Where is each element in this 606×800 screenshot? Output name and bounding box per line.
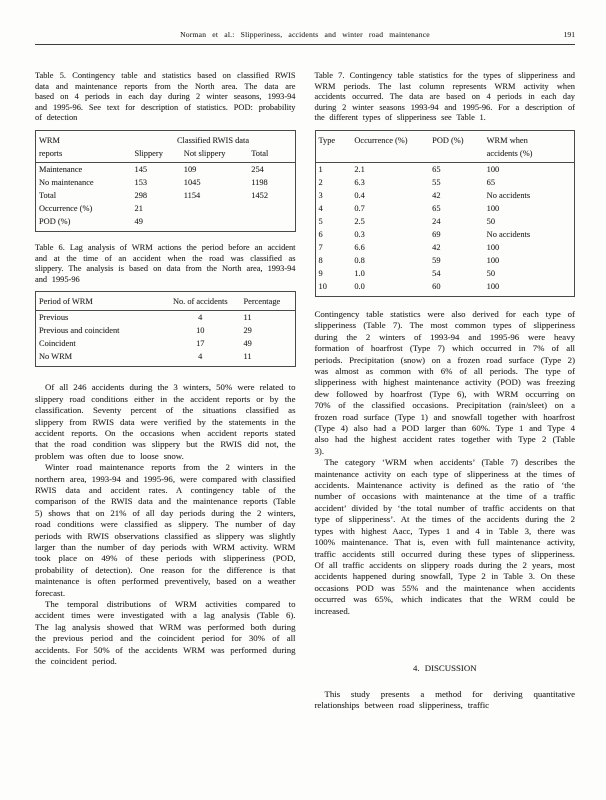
table-cell: Previous and coincident — [39, 326, 120, 336]
running-head — [35, 30, 575, 39]
table-cell: 54 — [432, 268, 441, 278]
body-paragraph: Contingency table statistics were also derived for each type of slipperiness (Table 7). The most common types of slipperiness during the 2 winters of 1993-94 and 1995-96 were heavy formation of hoarfrost (Type 7) which occurred in 7% of all periods. Precipitation (snow) on a frozen road surface (Type 2) was almost as common with 6% of all periods. The type of slipperiness with highest maintenance activity (POD) was freezing dew followed by hoarfrost (Type 6), with WRM occurring on 70% of the classified occasions. Precipitation (rain/sleet) on a frozen road surface (Type 1) and snowfall together with hoarfrost (Type 4) also had a POD larger than 60%. Type 1 and Type 4 also had the highest accident rates together with Type 2 (Table 3). — [314, 308, 575, 456]
table-cell: 0.4 — [354, 190, 365, 200]
table-cell: No. of accidents — [160, 292, 240, 311]
running-title: Norman et al.: Slipperiness, accidents and winter road maintenance — [180, 30, 430, 39]
table-cell: Percentage — [240, 292, 295, 311]
table-cell: 100 — [486, 203, 500, 213]
table-cell: WRM when — [486, 135, 528, 145]
table-cell: 11 — [243, 313, 252, 323]
table7-caption: Table 7. Contingency table statistics for the types of slipperiness and WRM periods. The last column represents WRM activity when accidents occurred. The data are based on 4 periods in each day during 2 winter seasons 1993-94 and 1995-96. For a description of the different types of slipperiness see Table 1. — [314, 71, 575, 123]
table-cell: accidents (%) — [484, 147, 575, 163]
table-cell: 7 — [318, 242, 323, 252]
table-cell: 60 — [432, 281, 441, 291]
body-paragraph: The category ‘WRM when accidents’ (Table 7) describes the maintenance activity on each type of slipperiness at the times of accidents. Maintenance activity is defined as the ratio of ‘the number of occasions with maintenance at the time of a traffic accident’ divided by ‘the total number of traffic accidents on that type of slipperiness’. At the times of the accidents during the 2 types with highest Aacc, Types 1 and 4 in Table 3, there was 100% maintenance. That is, even with full maintenance activity, traffic accidents still occurred during these types of slipperiness. Of all traffic accidents on slippery roads during the 2 years, most accidents happened during snowfall, Type 2 in Table 3. On these occasions POD was 55% and the maintenance when accidents occurred was 65%, which indicates that the WRM could be increased. — [314, 457, 575, 616]
table-cell: 3 — [318, 190, 323, 200]
table-cell: 0.3 — [354, 229, 365, 239]
table-cell: 298 — [134, 190, 148, 200]
table-cell: 4 — [198, 313, 203, 323]
body-paragraph: The temporal distributions of WRM activities compared to accident times were investigated with a lag analysis (Table 6). The lag analysis showed that WRM was performed both during the previous period and the coincident period for 30% of all accidents. For 50% of the accidents WRM was performed during the coincident period. — [35, 599, 296, 667]
table-cell: 1154 — [183, 190, 201, 200]
table-cell: 69 — [432, 229, 441, 239]
table-cell: Occurrence (%) — [354, 135, 408, 145]
table-cell: Classified RWIS data — [176, 135, 250, 145]
table-cell: 0.7 — [354, 203, 365, 213]
table-cell: 6.6 — [354, 242, 365, 252]
table-cell: 2.1 — [354, 164, 365, 174]
table-cell: Coincident — [39, 339, 76, 349]
table-row — [36, 162, 296, 176]
page-number: 191 — [563, 30, 575, 39]
table-cell: No maintenance — [39, 177, 94, 187]
table-cell — [248, 202, 295, 215]
table-7 — [315, 130, 576, 297]
table-cell: 0.0 — [354, 281, 365, 291]
table-cell: 42 — [432, 242, 441, 252]
table-cell: 55 — [432, 177, 441, 187]
table-cell: Previous — [39, 313, 69, 323]
table-row — [36, 324, 296, 337]
table-cell: 10 — [318, 281, 327, 291]
table-cell: 100 — [486, 255, 500, 265]
table-row — [315, 280, 575, 297]
table-cell: 145 — [134, 164, 148, 174]
table-cell: 1 — [318, 164, 323, 174]
table-cell: 42 — [432, 190, 441, 200]
table-header-row — [315, 130, 575, 147]
table-cell: 4 — [318, 203, 323, 213]
table-row — [315, 254, 575, 267]
table-row — [315, 202, 575, 215]
table-cell: 254 — [251, 164, 264, 174]
table-cell — [248, 215, 295, 232]
table-cell: 2 — [318, 177, 323, 187]
table-row — [36, 215, 296, 232]
table-cell: 65 — [432, 164, 441, 174]
table-cell: 0.8 — [354, 255, 365, 265]
table-cell: POD (%) — [432, 135, 464, 145]
table-cell: 29 — [243, 326, 252, 336]
table-cell — [351, 147, 429, 163]
table-cell — [315, 147, 351, 163]
table-row — [315, 189, 575, 202]
table-row — [315, 162, 575, 176]
table-cell: 50 — [486, 268, 496, 278]
table-row — [36, 311, 296, 325]
table-cell: 6 — [318, 229, 323, 239]
table-row — [315, 176, 575, 189]
table-header-row — [36, 147, 296, 163]
table-cell: 4 — [198, 352, 203, 362]
table-row — [36, 202, 296, 215]
table-cell: Total — [39, 190, 57, 200]
table-cell: 21 — [134, 203, 143, 213]
table-header-row — [36, 292, 296, 311]
table-cell: 65 — [432, 203, 441, 213]
table-cell: WRM — [39, 135, 60, 145]
table-cell: No WRM — [39, 352, 73, 362]
table-row — [315, 228, 575, 241]
table-row — [315, 267, 575, 280]
table-6 — [35, 291, 296, 367]
table-cell: 6.3 — [354, 177, 365, 187]
table-cell: No accidents — [486, 190, 531, 200]
section-heading-discussion: 4. DISCUSSION — [412, 662, 477, 673]
header-rule — [35, 44, 575, 45]
table-row — [315, 241, 575, 254]
table-cell: Slippery — [132, 147, 181, 163]
table-header-row — [36, 130, 296, 147]
table-cell: 109 — [183, 164, 197, 174]
table-header-row — [315, 147, 575, 163]
table-cell: 59 — [432, 255, 441, 265]
body-paragraph: This study presents a method for deriving quantitative relationships between road slipperiness, traffic — [314, 688, 575, 711]
table-cell: 1198 — [251, 177, 268, 187]
table-row — [36, 350, 296, 367]
left-column — [35, 71, 296, 712]
table-cell: 5 — [318, 216, 323, 226]
table-cell: 11 — [243, 352, 252, 362]
table-cell — [429, 147, 483, 163]
table5-caption: Table 5. Contingency table and statistics based on classified RWIS data and maintenance reports from the North area. The data are based on 4 periods in each day during 2 winter seasons, 1993-94 and 1995-96. See text for description of statistics. POD: probability of detection — [35, 71, 296, 123]
table-cell: 24 — [432, 216, 441, 226]
table-row — [36, 176, 296, 189]
table-cell: 1.0 — [354, 268, 365, 278]
table-cell: Maintenance — [39, 164, 83, 174]
table-cell: Period of WRM — [36, 292, 161, 311]
table-cell: 153 — [134, 177, 148, 187]
body-paragraph: Winter road maintenance reports from the 2 winters in the northern area, 1993-94 and 1995-96, were compared with classified RWIS data and accident rates. A contingency table of the comparison of the RWIS data and the maintenance reports (Table 5) shows that on 21% of all day periods during the 2 winters, road conditions were classified as slippery. The number of day periods with RWIS observations classified as slippery was slightly larger than the number of day periods with WRM activity. WRM took place on 49% of these periods with slipperiness (POD, probability of detection). One reason for the difference is that maintenance is often performed preventively, based on a weather forecast. — [35, 462, 296, 598]
table-cell: Occurrence (%) — [39, 203, 93, 213]
table-cell: Not slippery — [181, 147, 248, 163]
two-column-layout — [35, 71, 575, 712]
table-cell: reports — [36, 147, 132, 163]
table-cell: 50 — [486, 216, 496, 226]
table-cell: 65 — [486, 177, 496, 187]
table-cell — [181, 215, 248, 232]
table-cell: 1452 — [251, 190, 269, 200]
table-cell: No accidents — [486, 229, 531, 239]
table-row — [36, 189, 296, 202]
table-cell: 2.5 — [354, 216, 365, 226]
table-cell: 8 — [318, 255, 323, 265]
table-cell: 49 — [134, 216, 143, 226]
table-cell — [181, 202, 248, 215]
table-cell: 1045 — [183, 177, 201, 187]
table-cell: 100 — [486, 164, 500, 174]
table-cell: 9 — [318, 268, 323, 278]
table-cell: Type — [318, 135, 336, 145]
table-5 — [35, 130, 296, 232]
table-cell: 100 — [486, 242, 500, 252]
body-paragraph: Of all 246 accidents during the 3 winters, 50% were related to slippery road conditions either in the accident reports or by the classification. Seventy percent of the situations classified as slippery from RWIS data were verified by the statements in the accident reports. On the occasions when accident reports stated that the road condition was slippery but the RWIS did not, the problem was often due to loose snow. — [35, 382, 296, 461]
table-cell: 17 — [196, 339, 205, 349]
table-row — [36, 337, 296, 350]
right-column — [315, 71, 576, 712]
table-cell: POD (%) — [39, 216, 71, 226]
table-cell: 100 — [486, 281, 500, 291]
table-cell: Total — [248, 147, 295, 163]
table-row — [315, 215, 575, 228]
table-cell: 10 — [196, 326, 205, 336]
table6-caption: Table 6. Lag analysis of WRM actions the period before an accident and at the time of an accident when the road was classified as slippery. The analysis is based on data from the North area, 1993-94 and 1995-96 — [35, 242, 296, 284]
table-cell: 49 — [243, 339, 252, 349]
